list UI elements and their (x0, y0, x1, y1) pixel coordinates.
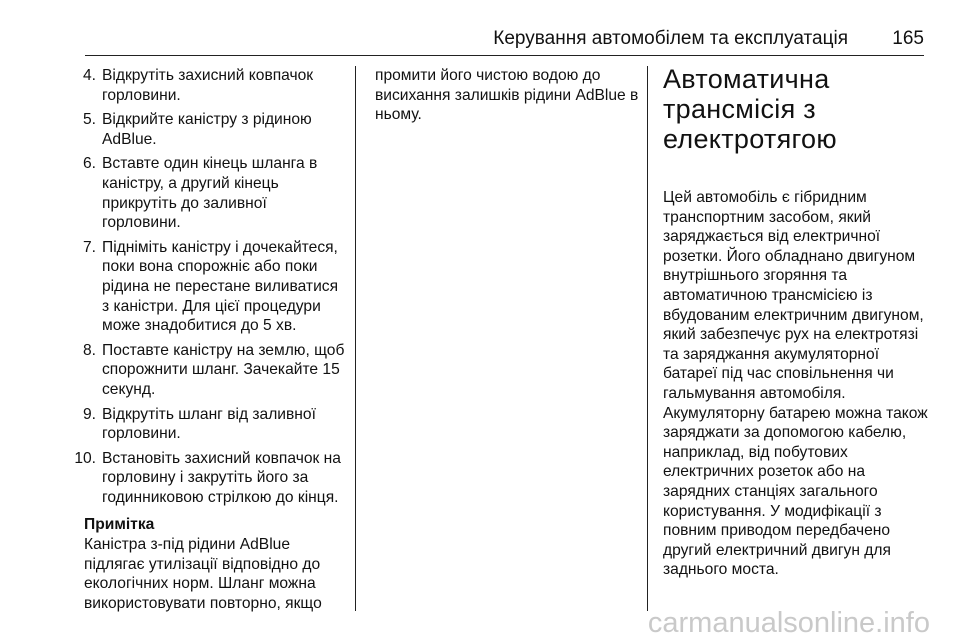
list-item (70, 66, 346, 105)
section-heading: Автоматична трансмісія з електротягою (663, 64, 837, 154)
step-number: 4. (82, 67, 96, 84)
header-divider (85, 55, 924, 56)
list-item (70, 449, 346, 508)
step-text: Вставте один кінець шланга в каністру, а другий кінець прикрутіть до заливної горловини. (102, 155, 318, 232)
page-header (0, 22, 960, 56)
list-item (70, 341, 346, 400)
middle-column (375, 66, 640, 125)
step-number: 6. (82, 155, 96, 173)
list-item (70, 154, 346, 232)
header-title: Керування автомобілем та експлуатація (493, 28, 848, 49)
left-column (70, 66, 346, 613)
step-text: Встановіть захисний ковпачок на горловину і закрутіть його за годинниковою стрілкою до кінця. (102, 449, 341, 506)
column-divider-right (647, 66, 648, 611)
column-divider-left (355, 66, 356, 611)
watermark: carmanualsonline.info (647, 607, 930, 639)
step-number: 7. (82, 238, 96, 256)
step-text: Підніміть каністру і дочекайтеся, поки вона спорожніє або поки рідина не перестане виливатися з каністри. Для цієї процедури може знадобитися до 5 хв. (102, 238, 339, 335)
step-text: Відкрийте каністру з рідиною AdBlue. (102, 111, 312, 148)
step-text: Відкрутіть шланг від заливної горловини. (102, 405, 316, 443)
step-text: Відкрутіть захисний ковпачок горловини. (102, 67, 314, 104)
note-title: Примітка (84, 516, 155, 534)
step-number: 5. (82, 111, 96, 129)
section-body: Цей автомобіль є гібридним транспортним засобом, який заряджається від електричної розетки. Його обладнано двигуном внутрішнього згоряння та автоматичною трансмісією із вбудованим електричним двигуном, який забезпечує рух на електротязі та заряджання акумуляторної батареї під час сповільнення чи гальмування автомобіля. Акумуляторну батарею можна також заряджати за допомогою кабелю, наприклад, від побутових електричних розеток або на зарядних станціях загального користування. У модифікації з повним приводом передбачено другий електричний двигун для заднього моста. (663, 189, 928, 579)
step-number: 10. (74, 449, 96, 467)
page-number: 165 (892, 28, 924, 49)
step-number: 9. (82, 405, 96, 423)
note-text: Каністра з-під рідини AdBlue підлягає утилізації відповідно до екологічних норм. Шланг можна використовувати повторно, якщо (84, 536, 322, 612)
list-item (70, 405, 346, 444)
step-number: 8. (82, 341, 96, 359)
list-item (70, 110, 346, 149)
list-item (70, 238, 346, 336)
right-column (663, 64, 933, 580)
continued-note-text: промити його чистою водою до висихання залишків рідини AdBlue в ньому. (375, 67, 639, 124)
step-text: Поставте каністру на землю, щоб спорожнити шланг. Зачекайте 15 секунд. (102, 341, 345, 398)
steps-list (70, 66, 346, 507)
